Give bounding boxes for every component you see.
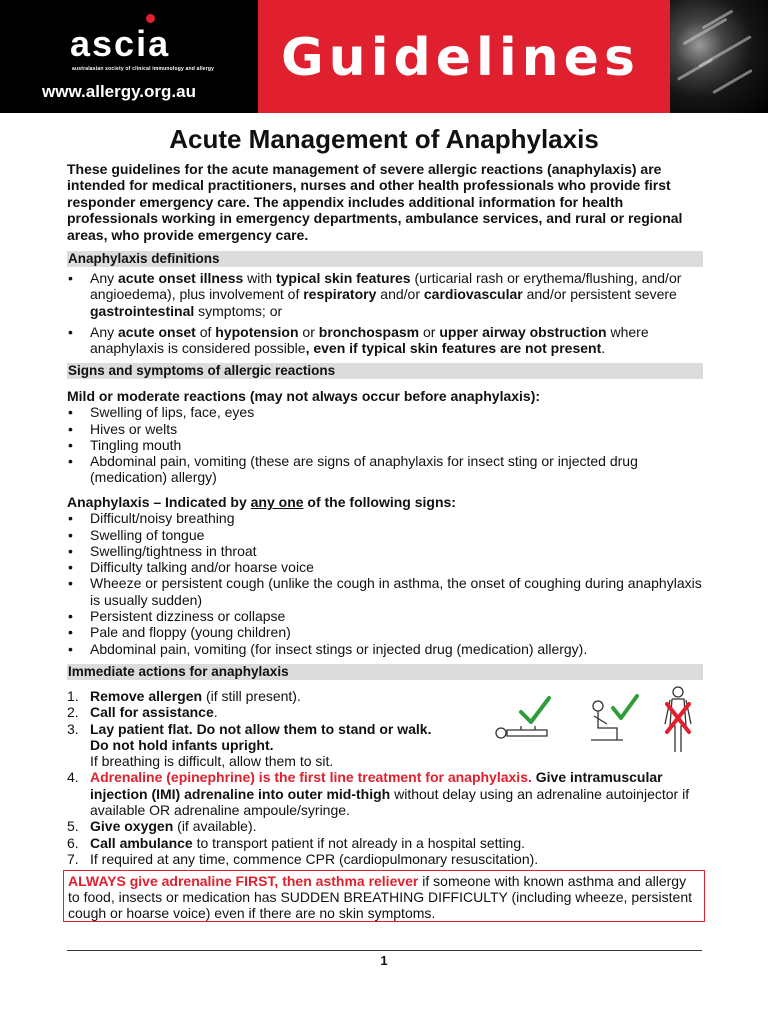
page-number: 1 xyxy=(380,953,388,968)
list-item: • Pale and floppy (young children) xyxy=(68,624,291,641)
sitting-figure-icon xyxy=(591,701,623,740)
actions-heading: Immediate actions for anaphylaxis xyxy=(67,664,703,680)
definitions-list xyxy=(67,270,707,356)
list-item: • Tingling mouth xyxy=(68,436,182,453)
logo-dot-icon xyxy=(146,14,155,23)
website-link[interactable]: www.allergy.org.au xyxy=(42,82,196,101)
check-icon xyxy=(521,698,549,722)
header-decorative-image xyxy=(670,0,768,113)
footer-divider xyxy=(67,950,702,951)
intro-paragraph: These guidelines for the acute management of severe allergic reactions (anaphylaxis) are intended for medical practitioners, nurses and other health professionals who provide first responder emergency care. The appendix includes additional information for health professionals working in emergency departments, ambulance services, and rural or regional areas, who provide emergency care. xyxy=(67,161,683,243)
check-icon xyxy=(613,696,637,718)
list-item: • Abdominal pain, vomiting (for insect stings or injected drug (medication) allergy). xyxy=(68,640,588,657)
action-step: 2. Call for assistance. xyxy=(67,704,218,721)
list-item: • Persistent dizziness or collapse xyxy=(68,608,286,625)
list-item: • Difficult/noisy breathing xyxy=(68,510,235,527)
list-item: • Swelling of tongue xyxy=(68,526,205,543)
society-name: australasian society of clinical immunology and allergy xyxy=(72,66,215,72)
list-item: • Swelling/tightness in throat xyxy=(68,542,257,559)
list-item: • Abdominal pain, vomiting (these are signs of anaphylaxis for insect sting or injected drug (medication) allergy) xyxy=(68,453,638,486)
action-step: 5. Give oxygen (if available). xyxy=(67,818,257,835)
action-step: 6. Call ambulance to transport patient if not already in a hospital setting. xyxy=(67,834,526,851)
definition-item: • Any acute onset of hypotension or bronchospasm or upper airway obstruction where anaphylaxis is considered possible, even if typical skin features are not present. xyxy=(68,323,649,357)
list-item: • Difficulty talking and/or hoarse voice xyxy=(68,559,314,576)
list-item: • Hives or welts xyxy=(68,420,178,437)
anaphylaxis-signs-section xyxy=(67,494,707,657)
patient-position-figures xyxy=(495,686,705,758)
action-step: 7. If required at any time, commence CPR (cardiopulmonary resuscitation). xyxy=(67,850,539,867)
page-header xyxy=(0,0,768,113)
definitions-heading: Anaphylaxis definitions xyxy=(67,251,703,267)
page-title: Acute Management of Anaphylaxis xyxy=(169,124,599,154)
guidelines-banner: Guidelines xyxy=(281,28,640,88)
list-item: • Swelling of lips, face, eyes xyxy=(68,404,255,421)
asthma-alert-box: ALWAYS give adrenaline FIRST, then asthma reliever if someone with known asthma and allergy to food, insects or medication has SUDDEN BREATHING DIFFICULTY (including wheeze, persistent cough or hoarse voice) even if there are no skin symptoms. xyxy=(63,870,705,922)
mild-reactions-heading: Mild or moderate reactions (may not always occur before anaphylaxis): xyxy=(67,388,541,404)
anaphylaxis-signs-heading: Anaphylaxis – Indicated by any one of the following signs: xyxy=(67,494,456,510)
signs-heading: Signs and symptoms of allergic reactions xyxy=(67,363,703,379)
action-step: 3. Lay patient flat. Do not allow them to stand or walk. Do not hold infants upright. If breathing is difficult, allow them to sit. xyxy=(67,720,432,770)
list-item: • Wheeze or persistent cough (unlike the cough in asthma, the onset of coughing during anaphylaxis is usually sudden) xyxy=(68,575,702,608)
action-step: 4. Adrenaline (epinephrine) is the first line treatment for anaphylaxis. Give intramuscular injection (IMI) adrenaline into outer mid-thigh without delay using an adrenaline autoinjector if available OR adrenaline ampoule/syringe. xyxy=(67,769,690,819)
mild-reactions-section xyxy=(67,388,707,486)
action-step: 1. Remove allergen (if still present). xyxy=(67,688,301,704)
definition-item: • Any acute onset illness with typical skin features (urticarial rash or erythema/flushing, and/or angioedema), plus involvement of respiratory and/or cardiovascular and/or persistent severe gastrointestinal symptoms; or xyxy=(68,270,682,319)
lying-flat-figure-icon xyxy=(496,726,547,738)
ascia-logo: ascia xyxy=(70,23,171,64)
